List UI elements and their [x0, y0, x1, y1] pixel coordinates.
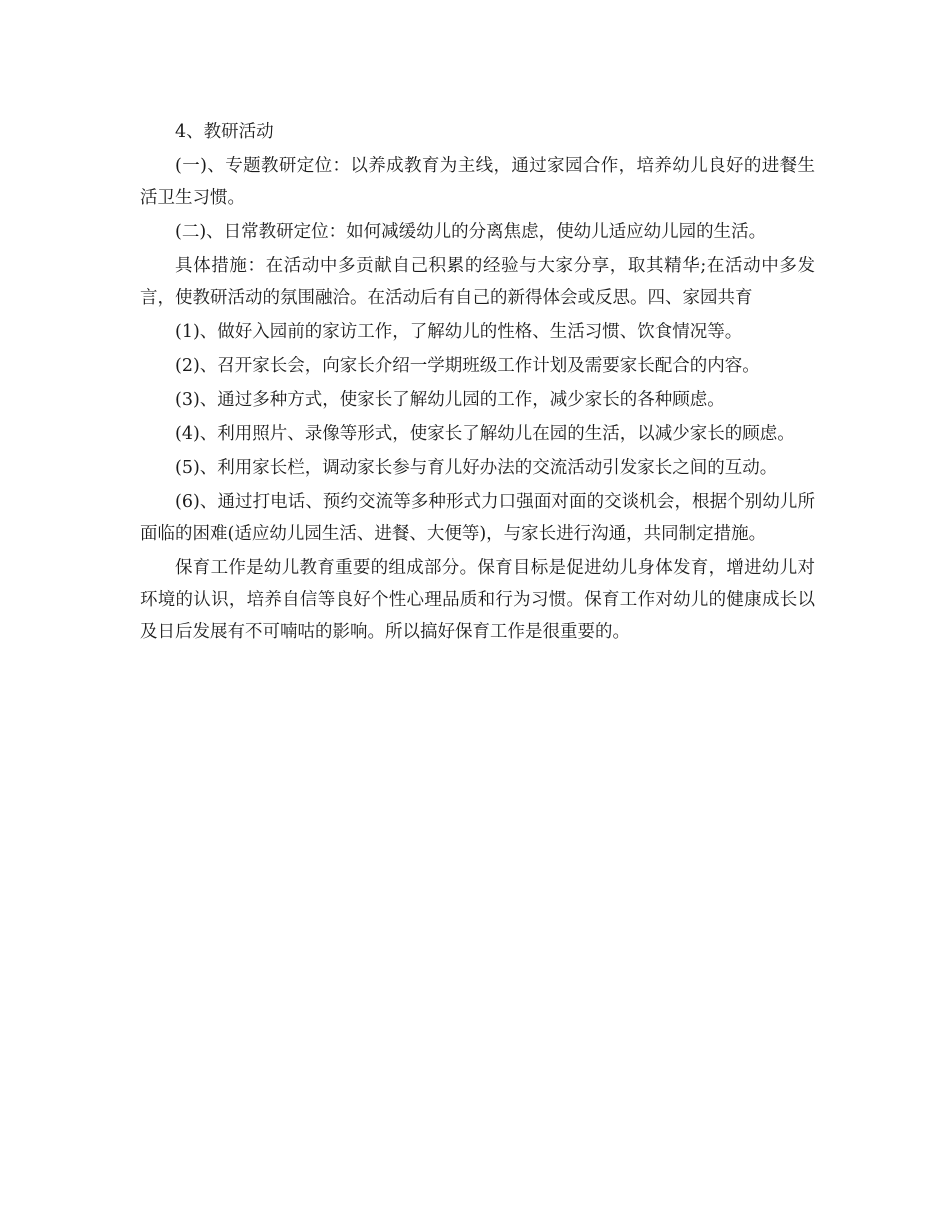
- section-heading-research: 4、教研活动: [175, 122, 274, 142]
- paragraph-topic-research: (一)、专题教研定位：以养成教育为主线，通过家园合作，培养幼儿良好的进餐生活卫生习惯。: [140, 156, 815, 208]
- list-item-parent-board: (5)、利用家长栏，调动家长参与育儿好办法的交流活动引发家长之间的互动。: [175, 458, 778, 478]
- list-item-multiple-methods: (3)、通过多种方式，使家长了解幼儿园的工作，减少家长的各种顾虑。: [175, 390, 725, 410]
- paragraph-specific-measures: 具体措施：在活动中多贡献自己积累的经验与大家分享，取其精华;在活动中多发言，使教研活动的氛围融洽。在活动后有自己的新得体会或反思。四、家园共育: [140, 256, 815, 308]
- list-item-photos-videos: (4)、利用照片、录像等形式，使家长了解幼儿在园的生活，以减少家长的顾虑。: [175, 424, 795, 444]
- list-item-communication: (6)、通过打电话、预约交流等多种形式力口强面对面的交谈机会，根据个别幼儿所面临的困难(适应幼儿园生活、进餐、大便等)，与家长进行沟通，共同制定措施。: [140, 492, 815, 544]
- list-item-parent-meeting: (2)、召开家长会，向家长介绍一学期班级工作计划及需要家长配合的内容。: [175, 356, 760, 376]
- document-page: [140, 116, 815, 650]
- list-item-home-visit: (1)、做好入园前的家访工作，了解幼儿的性格、生活习惯、饮食情况等。: [175, 322, 743, 342]
- paragraph-childcare-conclusion: 保育工作是幼儿教育重要的组成部分。保育目标是促进幼儿身体发育，增进幼儿对环境的认识，培养自信等良好个性心理品质和行为习惯。保育工作对幼儿的健康成长以及日后发展有不可喃咕的影响。所以搞好保育工作是很重要的。: [140, 558, 815, 642]
- paragraph-daily-research: (二)、日常教研定位：如何减缓幼儿的分离焦虑，使幼儿适应幼儿园的生活。: [175, 222, 767, 242]
